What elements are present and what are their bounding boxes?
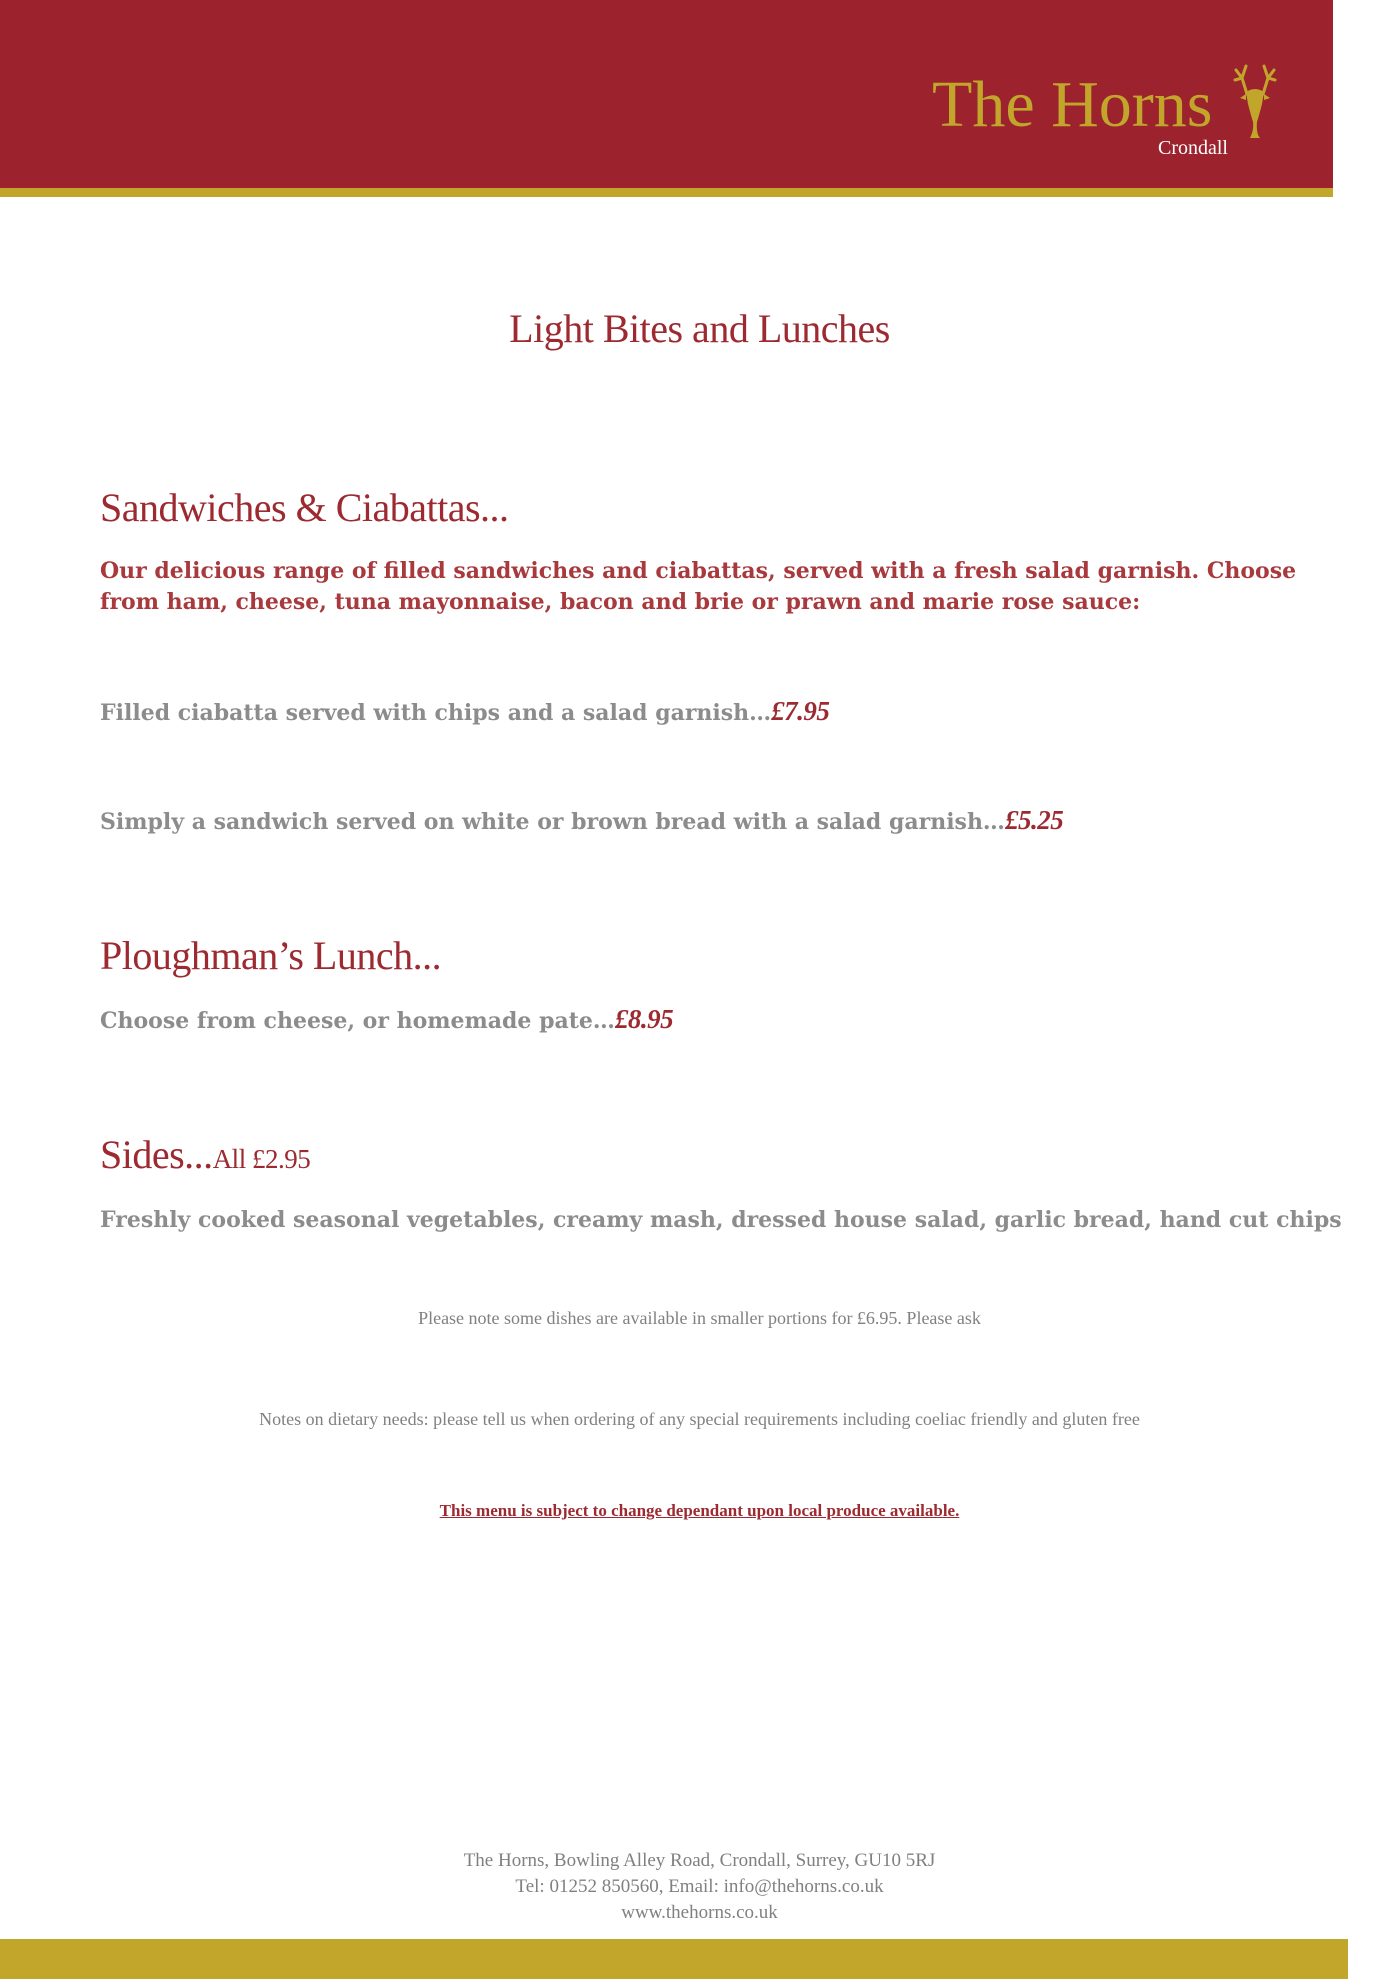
menu-change-note: This menu is subject to change dependant upon local produce available.	[439, 1501, 960, 1520]
stag-head-icon	[1232, 56, 1278, 140]
footer-website: www.thehorns.co.uk	[621, 1902, 778, 1923]
header-rule	[0, 188, 1333, 197]
menu-item-ciabatta	[100, 696, 829, 728]
item-price: £7.95	[771, 696, 830, 726]
sides-heading-text: Sides...	[100, 1132, 213, 1177]
brand-location: Crondall	[1158, 137, 1228, 159]
item-price: £5.25	[1004, 805, 1064, 835]
brand-name: The Horns	[932, 68, 1213, 141]
menu-item-sandwich	[100, 805, 1063, 837]
item-description: Filled ciabatta served with chips and a salad garnish…	[100, 700, 772, 726]
sandwiches-intro: Our delicious range of filled sandwiches and ciabattas, served with a fresh salad garnish. Choose from ham, cheese, tuna mayonnaise, bacon and brie or prawn and marie rose sauce:	[100, 558, 1297, 615]
sides-price: All £2.95	[212, 1144, 311, 1174]
portions-note: Please note some dishes are available in smaller portions for £6.95. Please ask	[418, 1308, 981, 1328]
logo	[932, 52, 1282, 162]
item-description: Choose from cheese, or homemade pate…	[100, 1008, 615, 1034]
item-price: £8.95	[614, 1004, 674, 1034]
item-description: Simply a sandwich served on white or brown bread with a salad garnish…	[100, 809, 1005, 835]
sides-list: Freshly cooked seasonal vegetables, creamy mash, dressed house salad, garlic bread, hand cut chips	[100, 1207, 1342, 1233]
sandwiches-heading: Sandwiches & Ciabattas...	[100, 485, 509, 530]
ploughmans-heading: Ploughman’s Lunch...	[100, 933, 442, 978]
menu-item-ploughmans	[100, 1004, 673, 1036]
sides-heading	[100, 1131, 310, 1178]
footer-contact: Tel: 01252 850560, Email: info@thehorns.co.uk	[515, 1876, 884, 1897]
page-title: Light Bites and Lunches	[509, 306, 890, 351]
footer-address: The Horns, Bowling Alley Road, Crondall, Surrey, GU10 5RJ	[463, 1850, 936, 1871]
footer-band	[0, 1939, 1348, 1979]
dietary-note: Notes on dietary needs: please tell us when ordering of any special requirements including coeliac friendly and gluten free	[259, 1409, 1140, 1429]
